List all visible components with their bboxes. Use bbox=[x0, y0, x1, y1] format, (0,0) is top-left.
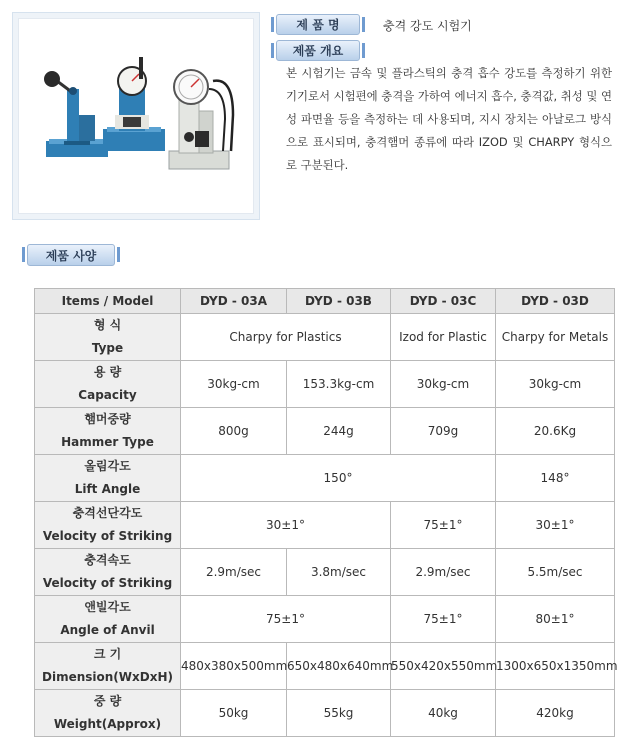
table-cell: 5.5m/sec bbox=[496, 549, 615, 596]
machine-1 bbox=[44, 71, 108, 157]
table-cell: 30±1° bbox=[181, 502, 391, 549]
table-cell: 55kg bbox=[287, 690, 391, 737]
header-items-model: Items / Model bbox=[35, 289, 181, 314]
table-cell: 650x480x640mm bbox=[287, 643, 391, 690]
table-cell: 75±1° bbox=[391, 596, 496, 643]
table-cell: 2.9m/sec bbox=[181, 549, 287, 596]
table-cell: 150° bbox=[181, 455, 496, 502]
product-name-label: 제 품 명 bbox=[276, 14, 360, 35]
spec-row-weight bbox=[35, 690, 615, 737]
table-cell: 20.6Kg bbox=[496, 408, 615, 455]
table-cell: 153.3kg-cm bbox=[287, 361, 391, 408]
row-label-anvil-angle: 앤빌각도 Angle of Anvil bbox=[35, 596, 181, 643]
table-cell: 75±1° bbox=[181, 596, 391, 643]
row-label-capacity: 용 량 Capacity bbox=[35, 361, 181, 408]
row-label-dimension: 크 기 Dimension(WxDxH) bbox=[35, 643, 181, 690]
table-cell: 244g bbox=[287, 408, 391, 455]
product-spec-label: 제품 사양 bbox=[27, 244, 115, 266]
product-photo bbox=[18, 18, 254, 214]
row-label-hammer: 햄머중량 Hammer Type bbox=[35, 408, 181, 455]
row-label-type: 형 식 Type bbox=[35, 314, 181, 361]
table-cell: 1300x650x1350mm bbox=[496, 643, 615, 690]
table-cell: 30kg-cm bbox=[391, 361, 496, 408]
spec-row-striking-edge bbox=[35, 502, 615, 549]
product-photo-frame bbox=[12, 12, 260, 220]
spec-row-dimension bbox=[35, 643, 615, 690]
row-label-velocity: 충격속도 Velocity of Striking bbox=[35, 549, 181, 596]
table-cell: 30±1° bbox=[496, 502, 615, 549]
spec-row-type bbox=[35, 314, 615, 361]
spec-table-header-row bbox=[35, 289, 615, 314]
header-model-03a: DYD - 03A bbox=[181, 289, 287, 314]
product-overview-label: 제품 개요 bbox=[276, 40, 360, 61]
table-cell: 50kg bbox=[181, 690, 287, 737]
table-cell: 75±1° bbox=[391, 502, 496, 549]
header-model-03b: DYD - 03B bbox=[287, 289, 391, 314]
header-model-03d: DYD - 03D bbox=[496, 289, 615, 314]
table-cell: 480x380x500mm bbox=[181, 643, 287, 690]
table-cell: 30kg-cm bbox=[496, 361, 615, 408]
spec-row-capacity bbox=[35, 361, 615, 408]
table-cell: 80±1° bbox=[496, 596, 615, 643]
table-cell: 40kg bbox=[391, 690, 496, 737]
table-cell: 709g bbox=[391, 408, 496, 455]
spec-table bbox=[34, 288, 618, 737]
impact-testers-illustration bbox=[19, 19, 255, 215]
table-cell: 550x420x550mm bbox=[391, 643, 496, 690]
table-cell: Izod for Plastic bbox=[391, 314, 496, 361]
spec-row-lift-angle bbox=[35, 455, 615, 502]
table-cell: Charpy for Metals bbox=[496, 314, 615, 361]
table-cell: 3.8m/sec bbox=[287, 549, 391, 596]
table-cell: 148° bbox=[496, 455, 615, 502]
spec-row-hammer bbox=[35, 408, 615, 455]
table-cell: 30kg-cm bbox=[181, 361, 287, 408]
spec-row-velocity bbox=[35, 549, 615, 596]
row-label-lift-angle: 올림각도 Lift Angle bbox=[35, 455, 181, 502]
spec-row-anvil-angle bbox=[35, 596, 615, 643]
machine-2 bbox=[103, 57, 165, 151]
product-name-value: 충격 강도 시험기 bbox=[383, 19, 472, 33]
table-cell: 420kg bbox=[496, 690, 615, 737]
table-cell: 2.9m/sec bbox=[391, 549, 496, 596]
machine-3 bbox=[169, 70, 233, 169]
header-model-03c: DYD - 03C bbox=[391, 289, 496, 314]
table-cell: Charpy for Plastics bbox=[181, 314, 391, 361]
table-cell: 800g bbox=[181, 408, 287, 455]
row-label-weight: 중 량 Weight(Approx) bbox=[35, 690, 181, 737]
product-overview-text: 본 시험기는 금속 및 플라스틱의 충격 흡수 강도를 측정하기 위한 기기로서 시험편에 충격을 가하여 에너지 흡수, 충격값, 취성 및 연성 파면율 등을 측정하는 데 사용되며, 지시 장치는 아날로그 방식으로 표시되며, 충격햄머 종류에 따라 IZOD 및 CHARPY 형식으로 구분된다. bbox=[286, 66, 612, 172]
row-label-striking-edge: 충격선단각도 Velocity of Striking bbox=[35, 502, 181, 549]
